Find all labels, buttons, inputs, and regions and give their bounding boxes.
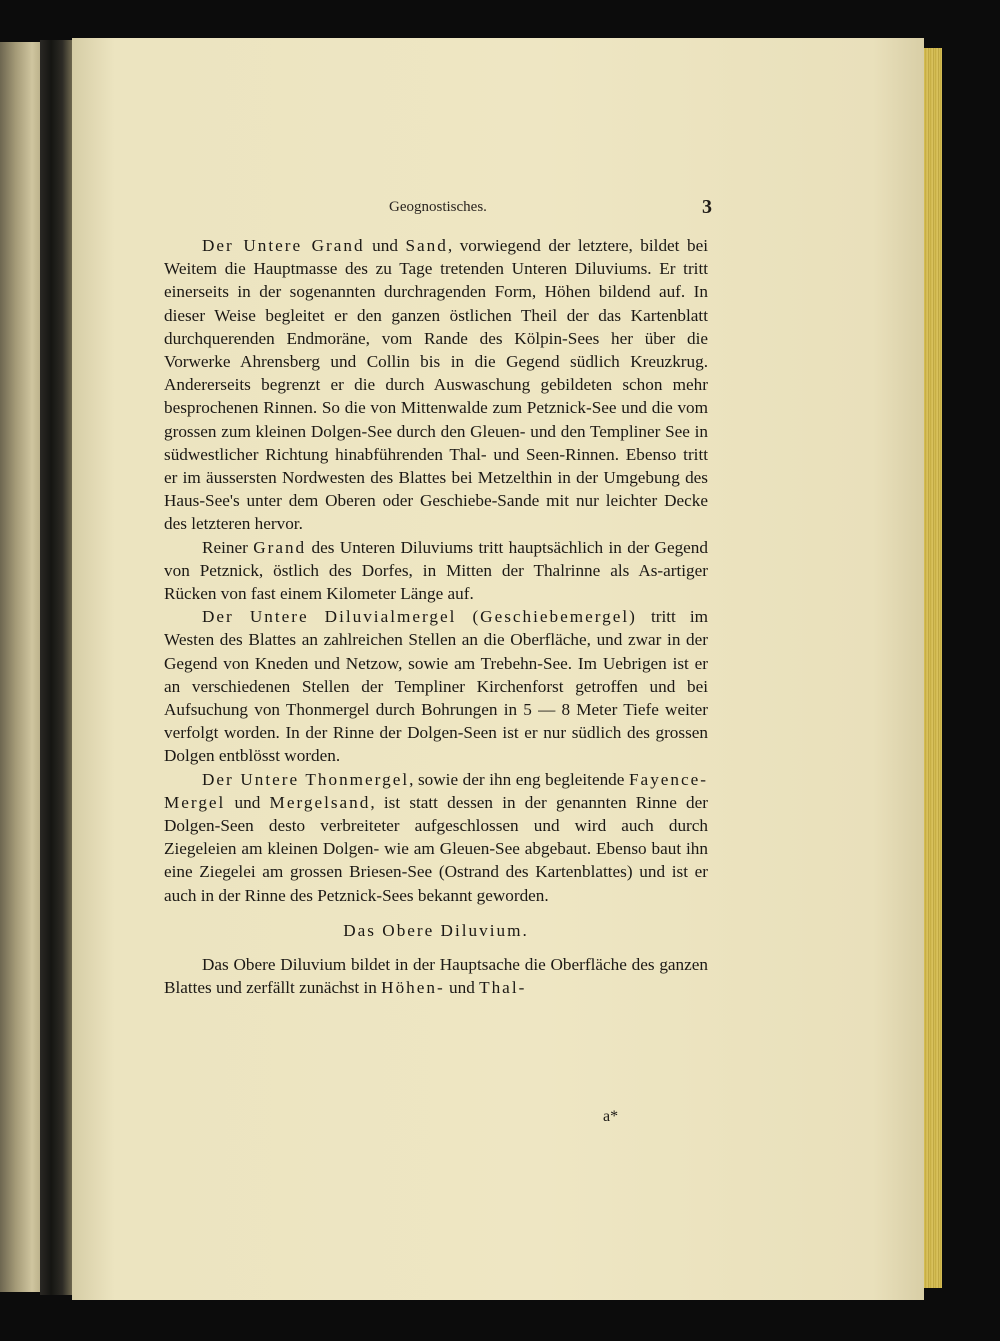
text-run: , ist statt dessen in der genannten Rinne der Dolgen-Seen desto verbreiteter aufgeschlossen und wird auch durch Ziegeleien am kleinen Dolgen- wie am Gleuen-See abgebaut. Ebenso baut ihn eine Ziegelei am grossen Briesen-See (Ostrand des Kartenblattes) und ist er auch in der Rinne des Petznick-Sees bekannt geworden. [164, 792, 708, 905]
running-head [0, 196, 1000, 223]
text-run: Das Obere Diluvium bildet in der Hauptsache die Oberfläche des ganzen Blattes und zerfällt zunächst in [164, 955, 708, 998]
spaced-term: Höhen- [381, 978, 445, 998]
paragraph [164, 234, 708, 536]
page-block-edges [924, 48, 942, 1288]
spaced-term: Der Untere Thonmergel [202, 769, 410, 789]
paragraph [164, 953, 708, 999]
spaced-term: Mergelsand [269, 792, 371, 812]
text-run: , vorwiegend der letztere, bildet bei Weitem die Hauptmasse des zu Tage tretenden Unteren Diluviums. Er tritt einerseits in der sogenannten durchragenden Form, Höhen bildend auf. In dieser Weise begleitet er den ganzen östlichen Theil der das Kartenblatt durchquerenden Endmoräne, vom Rande des Kölpin-Sees her über die Vorwerke Ahrensberg und Collin bis in die Gegend südlich Kreuzkrug. Andererseits begrenzt er die durch Auswaschung gebildeten schon mehr besprochenen Rinnen. So die von Mittenwalde zum Petznick-See und die vom grossen zum kleinen Dolgen-See durch den Gleuen- und den Templiner See in südwestlicher Richtung hinabführenden Thal- und Seen-Rinnen. Ebenso tritt er im äussersten Nordwesten des Blattes bei Metzelthin in der Umgebung des Haus-See's unter dem Oberen oder Geschiebe-Sande mit nur leichter Decke des letzteren hervor. [164, 236, 708, 534]
text-run: Reiner [202, 537, 254, 557]
text-run: , sowie der ihn eng begleitende [409, 769, 629, 789]
paragraph [164, 536, 708, 606]
paragraph [164, 768, 708, 907]
book-gutter [40, 40, 72, 1295]
body-text [164, 234, 708, 1000]
text-run: und [225, 792, 270, 812]
running-head-title: Geognostisches. [389, 199, 487, 215]
spaced-term: Sand [405, 236, 448, 255]
spaced-term: Grand [253, 537, 307, 557]
section-heading: Das Obere Diluvium. [343, 920, 529, 940]
spaced-term: Der Untere Grand [202, 236, 365, 255]
text-run: des Unteren Diluviums tritt hauptsächlich in der Gegend von Petznick, östlich des Dorfes, in Mitten der Thalrinne als As-artiger Rücken von fast einem Kilometer Länge auf. [164, 537, 708, 604]
spaced-term: Fayence-Mergel [164, 769, 708, 812]
text-run: und [364, 236, 406, 255]
text-run: tritt im Westen des Blattes an zahlreichen Stellen an die Oberfläche, und zwar in der Gegend von Kneden und Netzow, sowie am Trebehn-See. Im Uebrigen ist er an verschiedenen Stellen der Templiner Kirchenforst getroffen und bei Aufsuchung von Thonmergel durch Bohrungen in 5 — 8 Meter Tiefe weiter verfolgt worden. In der Rinne der Dolgen-Seen ist er nur südlich des grossen Dolgen entblösst worden. [164, 607, 709, 766]
page-number: 3 [702, 196, 712, 218]
spaced-term: Der Untere Diluvialmergel (Geschiebemergel) [202, 607, 637, 627]
signature-mark: a* [603, 1108, 619, 1125]
paragraph [164, 605, 708, 767]
spaced-term: Thal- [479, 978, 527, 998]
facing-page-edge [0, 42, 40, 1292]
text-run: und [444, 978, 480, 998]
